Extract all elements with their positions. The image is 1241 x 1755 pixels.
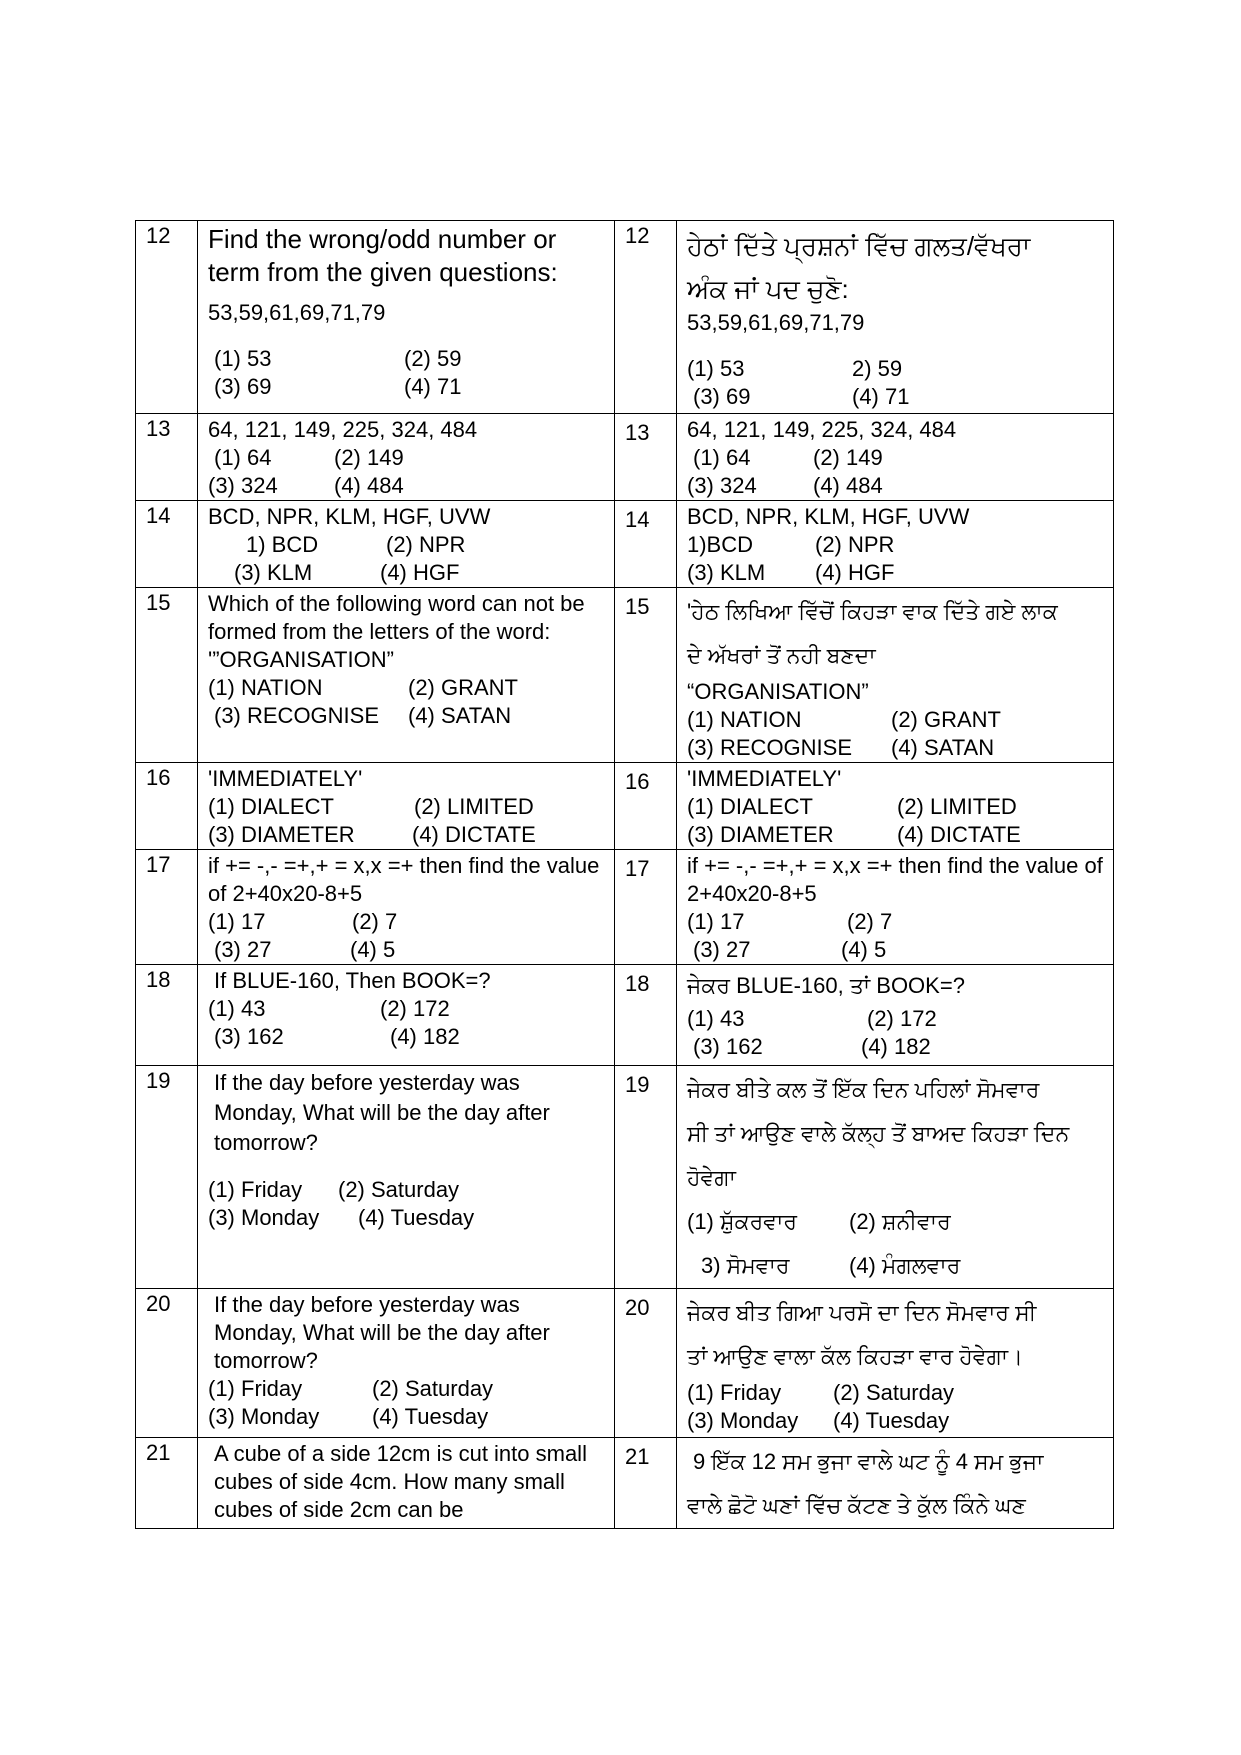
question-text: Find the wrong/odd number or term from the given questions: bbox=[208, 224, 558, 287]
question-cell-pa bbox=[677, 1438, 1114, 1529]
question-cell-en bbox=[198, 850, 615, 965]
option-2: (2) GRANT bbox=[891, 707, 1001, 732]
question-cell-en bbox=[198, 501, 615, 588]
option-4: (4) 182 bbox=[390, 1024, 460, 1049]
question-number-en: 14 bbox=[136, 501, 198, 588]
options bbox=[208, 1204, 604, 1232]
option-1: (1) 53 bbox=[214, 346, 272, 371]
option-4: (4) Tuesday bbox=[833, 1408, 950, 1433]
options bbox=[208, 345, 604, 401]
option-3: (3) 162 bbox=[693, 1034, 763, 1059]
question-number-pa: 13 bbox=[615, 414, 677, 501]
question-cell-en bbox=[198, 414, 615, 501]
option-1: (1) DIALECT bbox=[208, 794, 334, 819]
options bbox=[208, 908, 604, 936]
option-4: (4) DICTATE bbox=[412, 822, 536, 847]
options bbox=[208, 702, 604, 730]
question-text-line: ਦੇ ਅੱਖਰਾਂ ਤੋਂ ਨਹੀ ਬਣਦਾ bbox=[687, 643, 876, 668]
option-1: (1) 43 bbox=[687, 1006, 745, 1031]
options bbox=[208, 444, 604, 472]
options bbox=[208, 1403, 604, 1431]
question-row-14 bbox=[136, 501, 1114, 588]
option-3: (3) RECOGNISE bbox=[214, 703, 380, 728]
question-number-pa: 14 bbox=[615, 501, 677, 588]
option-4: (4) DICTATE bbox=[897, 822, 1021, 847]
question-number-pa: 12 bbox=[615, 221, 677, 414]
question-text: ਜੇਕਰ BLUE-160, ਤਾਂ BOOK=? bbox=[687, 973, 965, 998]
option-1: (1) DIALECT bbox=[687, 794, 813, 819]
question-text: if += -,- =+,+ = x,x =+ then find the value of 2+40x20-8+5 bbox=[208, 853, 600, 906]
option-4: (4) Tuesday bbox=[358, 1205, 475, 1230]
question-cell-pa bbox=[677, 1066, 1114, 1289]
question-row-21 bbox=[136, 1438, 1114, 1529]
option-3: (3) Monday bbox=[687, 1408, 799, 1433]
option-1: (1) 64 bbox=[214, 445, 272, 470]
question-row-13 bbox=[136, 414, 1114, 501]
question-number-pa: 17 bbox=[615, 850, 677, 965]
question-text: A cube of a side 12cm is cut into small cubes of side 4cm. How many small cubes of side 2cm can be bbox=[214, 1441, 587, 1522]
option-2: (2) 149 bbox=[813, 445, 883, 470]
option-4: (4) 71 bbox=[404, 374, 462, 399]
options bbox=[687, 531, 1103, 559]
question-row-19 bbox=[136, 1066, 1114, 1289]
question-text-line: ਅੰਕ ਜਾਂ ਪਦ ਚੁਣੋ: bbox=[687, 274, 849, 304]
question-cell-en bbox=[198, 221, 615, 414]
options bbox=[687, 355, 1103, 411]
question-text-line: ਵਾਲੇ ਛੋਟੋ ਘਣਾਂ ਵਿੱਚ ਕੱਟਣ ਤੇ ਕੁੱਲ ਕਿੰਨੇ ਘਣ bbox=[687, 1493, 1026, 1518]
options bbox=[687, 793, 1103, 821]
question-cell-pa bbox=[677, 1289, 1114, 1438]
option-1: (1) ਸ਼ੁੱਕਰਵਾਰ bbox=[687, 1209, 798, 1234]
question-word: “ORGANISATION” bbox=[687, 679, 869, 704]
option-3: (3) 324 bbox=[208, 473, 278, 498]
option-2: (2) 172 bbox=[380, 996, 450, 1021]
options bbox=[687, 1407, 1103, 1435]
option-4: (4) ਮੰਗਲਵਾਰ bbox=[849, 1253, 961, 1278]
question-cell-en bbox=[198, 1438, 615, 1529]
options bbox=[687, 1200, 1103, 1244]
question-text: 'IMMEDIATELY' bbox=[687, 766, 842, 791]
question-number-en: 18 bbox=[136, 965, 198, 1066]
option-3: 3) ਸੋਮਵਾਰ bbox=[701, 1253, 790, 1278]
question-row-15 bbox=[136, 588, 1114, 763]
options bbox=[687, 1379, 1103, 1407]
question-word: '”ORGANISATION” bbox=[208, 647, 394, 672]
option-4: (4) Tuesday bbox=[372, 1404, 489, 1429]
question-text: Which of the following word can not be formed from the letters of the word: bbox=[208, 591, 585, 644]
options bbox=[208, 936, 604, 964]
option-1: (1) 17 bbox=[208, 909, 266, 934]
options bbox=[208, 995, 604, 1023]
options bbox=[687, 821, 1103, 849]
option-2: (2) ਸ਼ਨੀਵਾਰ bbox=[849, 1209, 951, 1234]
option-3: (3) KLM bbox=[687, 560, 766, 585]
option-2: (2) 149 bbox=[334, 445, 404, 470]
question-cell-en bbox=[198, 588, 615, 763]
question-table bbox=[135, 220, 1114, 1529]
question-number-pa: 18 bbox=[615, 965, 677, 1066]
option-4: (4) SATAN bbox=[408, 703, 512, 728]
question-text-line: 9 ਇੱਕ 12 ਸਮ ਭੁਜਾ ਵਾਲੇ ਘਟ ਨੂੰ 4 ਸਮ ਭੁਜਾ bbox=[693, 1449, 1044, 1474]
question-text-line: ਜੇਕਰ ਬੀਤ ਗਿਆ ਪਰਸੋ ਦਾ ਦਿਨ ਸੋਮਵਾਰ ਸੀ bbox=[687, 1300, 1037, 1325]
option-1: (1) 53 bbox=[687, 356, 745, 381]
option-4: (4) 5 bbox=[350, 937, 396, 962]
option-1: (1) Friday bbox=[687, 1380, 782, 1405]
option-3: (3) 27 bbox=[214, 937, 272, 962]
options bbox=[208, 674, 604, 702]
question-cell-en bbox=[198, 1066, 615, 1289]
question-text: If BLUE-160, Then BOOK=? bbox=[214, 968, 491, 993]
options bbox=[208, 1375, 604, 1403]
question-cell-en bbox=[198, 965, 615, 1066]
options bbox=[687, 472, 1103, 500]
option-3: (3) 27 bbox=[693, 937, 751, 962]
question-number-en: 20 bbox=[136, 1289, 198, 1438]
options bbox=[687, 1033, 1103, 1061]
option-4: (4) HGF bbox=[380, 560, 460, 585]
option-3: (3) 69 bbox=[214, 374, 272, 399]
options bbox=[687, 734, 1103, 762]
options bbox=[687, 1244, 1103, 1288]
options bbox=[687, 444, 1103, 472]
option-4: (4) 484 bbox=[334, 473, 404, 498]
option-3: (3) KLM bbox=[234, 560, 313, 585]
option-2: (2) NPR bbox=[815, 532, 895, 557]
option-2: (2) 7 bbox=[847, 909, 893, 934]
question-cell-en bbox=[198, 763, 615, 850]
option-3: (3) Monday bbox=[208, 1205, 320, 1230]
question-text: If the day before yesterday was Monday, What will be the day after tomorrow? bbox=[214, 1070, 550, 1155]
question-number-pa: 15 bbox=[615, 588, 677, 763]
question-text: BCD, NPR, KLM, HGF, UVW bbox=[687, 504, 970, 529]
option-2: (2) Saturday bbox=[833, 1380, 955, 1405]
question-cell-pa bbox=[677, 588, 1114, 763]
option-1: 1)BCD bbox=[687, 532, 754, 557]
question-number-en: 17 bbox=[136, 850, 198, 965]
option-3: (3) 162 bbox=[214, 1024, 284, 1049]
option-3: (3) 324 bbox=[687, 473, 757, 498]
options bbox=[208, 793, 604, 821]
question-text-line: ਸੀ ਤਾਂ ਆਉਣ ਵਾਲੇ ਕੱਲ੍ਹ ਤੋਂ ਬਾਅਦ ਕਿਹੜਾ ਦਿਨ bbox=[687, 1121, 1070, 1146]
question-text: 64, 121, 149, 225, 324, 484 bbox=[687, 417, 957, 442]
question-text-line: ਹੇਠਾਂ ਦਿੱਤੇ ਪ੍ਰਸ਼ਨਾਂ ਵਿੱਚ ਗਲਤ/ਵੱਖਰਾ bbox=[687, 231, 1031, 261]
options bbox=[208, 531, 604, 559]
sequence-text: 53,59,61,69,71,79 bbox=[208, 300, 386, 325]
option-2: (2) GRANT bbox=[408, 675, 518, 700]
option-1: (1) NATION bbox=[687, 707, 802, 732]
options bbox=[687, 936, 1103, 964]
option-4: (4) 484 bbox=[813, 473, 883, 498]
question-text: BCD, NPR, KLM, HGF, UVW bbox=[208, 504, 491, 529]
options bbox=[687, 908, 1103, 936]
question-number-en: 15 bbox=[136, 588, 198, 763]
option-2: (2) LIMITED bbox=[414, 794, 534, 819]
question-text: 'IMMEDIATELY' bbox=[208, 766, 363, 791]
question-number-en: 12 bbox=[136, 221, 198, 414]
question-cell-en bbox=[198, 1289, 615, 1438]
option-1: 1) BCD bbox=[246, 532, 319, 557]
option-3: (3) DIAMETER bbox=[208, 822, 355, 847]
question-text: if += -,- =+,+ = x,x =+ then find the value of 2+40x20-8+5 bbox=[687, 853, 1103, 906]
question-text: 64, 121, 149, 225, 324, 484 bbox=[208, 417, 478, 442]
option-4: (4) HGF bbox=[815, 560, 895, 585]
question-number-en: 19 bbox=[136, 1066, 198, 1289]
option-1: (1) 64 bbox=[693, 445, 751, 470]
question-cell-pa bbox=[677, 501, 1114, 588]
question-row-18 bbox=[136, 965, 1114, 1066]
option-3: (3) DIAMETER bbox=[687, 822, 834, 847]
option-2: (2) 7 bbox=[352, 909, 398, 934]
question-row-20 bbox=[136, 1289, 1114, 1438]
options bbox=[687, 559, 1103, 587]
question-number-pa: 20 bbox=[615, 1289, 677, 1438]
option-3: (3) Monday bbox=[208, 1404, 320, 1429]
options bbox=[208, 559, 604, 587]
option-1: (1) 43 bbox=[208, 996, 266, 1021]
question-text-line: ਤਾਂ ਆਉਣ ਵਾਲਾ ਕੱਲ ਕਿਹੜਾ ਵਾਰ ਹੋਵੇਗਾ। bbox=[687, 1344, 1023, 1369]
option-4: (4) SATAN bbox=[891, 735, 995, 760]
question-cell-pa bbox=[677, 965, 1114, 1066]
question-number-pa: 19 bbox=[615, 1066, 677, 1289]
question-cell-pa bbox=[677, 414, 1114, 501]
question-row-16 bbox=[136, 763, 1114, 850]
question-cell-pa bbox=[677, 221, 1114, 414]
question-number-pa: 21 bbox=[615, 1438, 677, 1529]
question-number-en: 21 bbox=[136, 1438, 198, 1529]
options bbox=[208, 821, 604, 849]
question-text-line: ਹੋਵੇਗਾ bbox=[687, 1165, 736, 1190]
options bbox=[208, 1176, 604, 1204]
options bbox=[687, 1005, 1103, 1033]
option-1: (1) Friday bbox=[208, 1376, 303, 1401]
option-3: (3) RECOGNISE bbox=[687, 735, 853, 760]
option-3: (3) 69 bbox=[693, 384, 751, 409]
option-4: (4) 182 bbox=[861, 1034, 931, 1059]
sequence-text: 53,59,61,69,71,79 bbox=[687, 310, 865, 335]
option-2: (2) Saturday bbox=[338, 1177, 460, 1202]
question-text-line: ਜੇਕਰ ਬੀਤੇ ਕਲ ਤੋਂ ਇੱਕ ਦਿਨ ਪਹਿਲਾਂ ਸੋਮਵਾਰ bbox=[687, 1077, 1040, 1102]
question-cell-pa bbox=[677, 850, 1114, 965]
option-1: (1) NATION bbox=[208, 675, 323, 700]
option-2: (2) NPR bbox=[386, 532, 466, 557]
question-row-17 bbox=[136, 850, 1114, 965]
options bbox=[208, 472, 604, 500]
options bbox=[687, 706, 1103, 734]
option-1: (1) 17 bbox=[687, 909, 745, 934]
question-cell-pa bbox=[677, 763, 1114, 850]
question-text-line: 'ਹੇਠ ਲਿਖਿਆ ਵਿੱਚੋਂ ਕਿਹੜਾ ਵਾਕ ਦਿੱਤੇ ਗਏ ਲਾਕ bbox=[687, 599, 1058, 624]
option-2: (2) Saturday bbox=[372, 1376, 494, 1401]
option-2: (2) 172 bbox=[867, 1006, 937, 1031]
question-number-en: 13 bbox=[136, 414, 198, 501]
question-text: If the day before yesterday was Monday, What will be the day after tomorrow? bbox=[214, 1292, 550, 1373]
option-1: (1) Friday bbox=[208, 1177, 303, 1202]
question-number-en: 16 bbox=[136, 763, 198, 850]
option-2: 2) 59 bbox=[852, 356, 903, 381]
question-row-12 bbox=[136, 221, 1114, 414]
option-2: (2) LIMITED bbox=[897, 794, 1017, 819]
options bbox=[208, 1023, 604, 1051]
option-4: (4) 71 bbox=[852, 384, 910, 409]
question-number-pa: 16 bbox=[615, 763, 677, 850]
option-4: (4) 5 bbox=[841, 937, 887, 962]
option-2: (2) 59 bbox=[404, 346, 462, 371]
